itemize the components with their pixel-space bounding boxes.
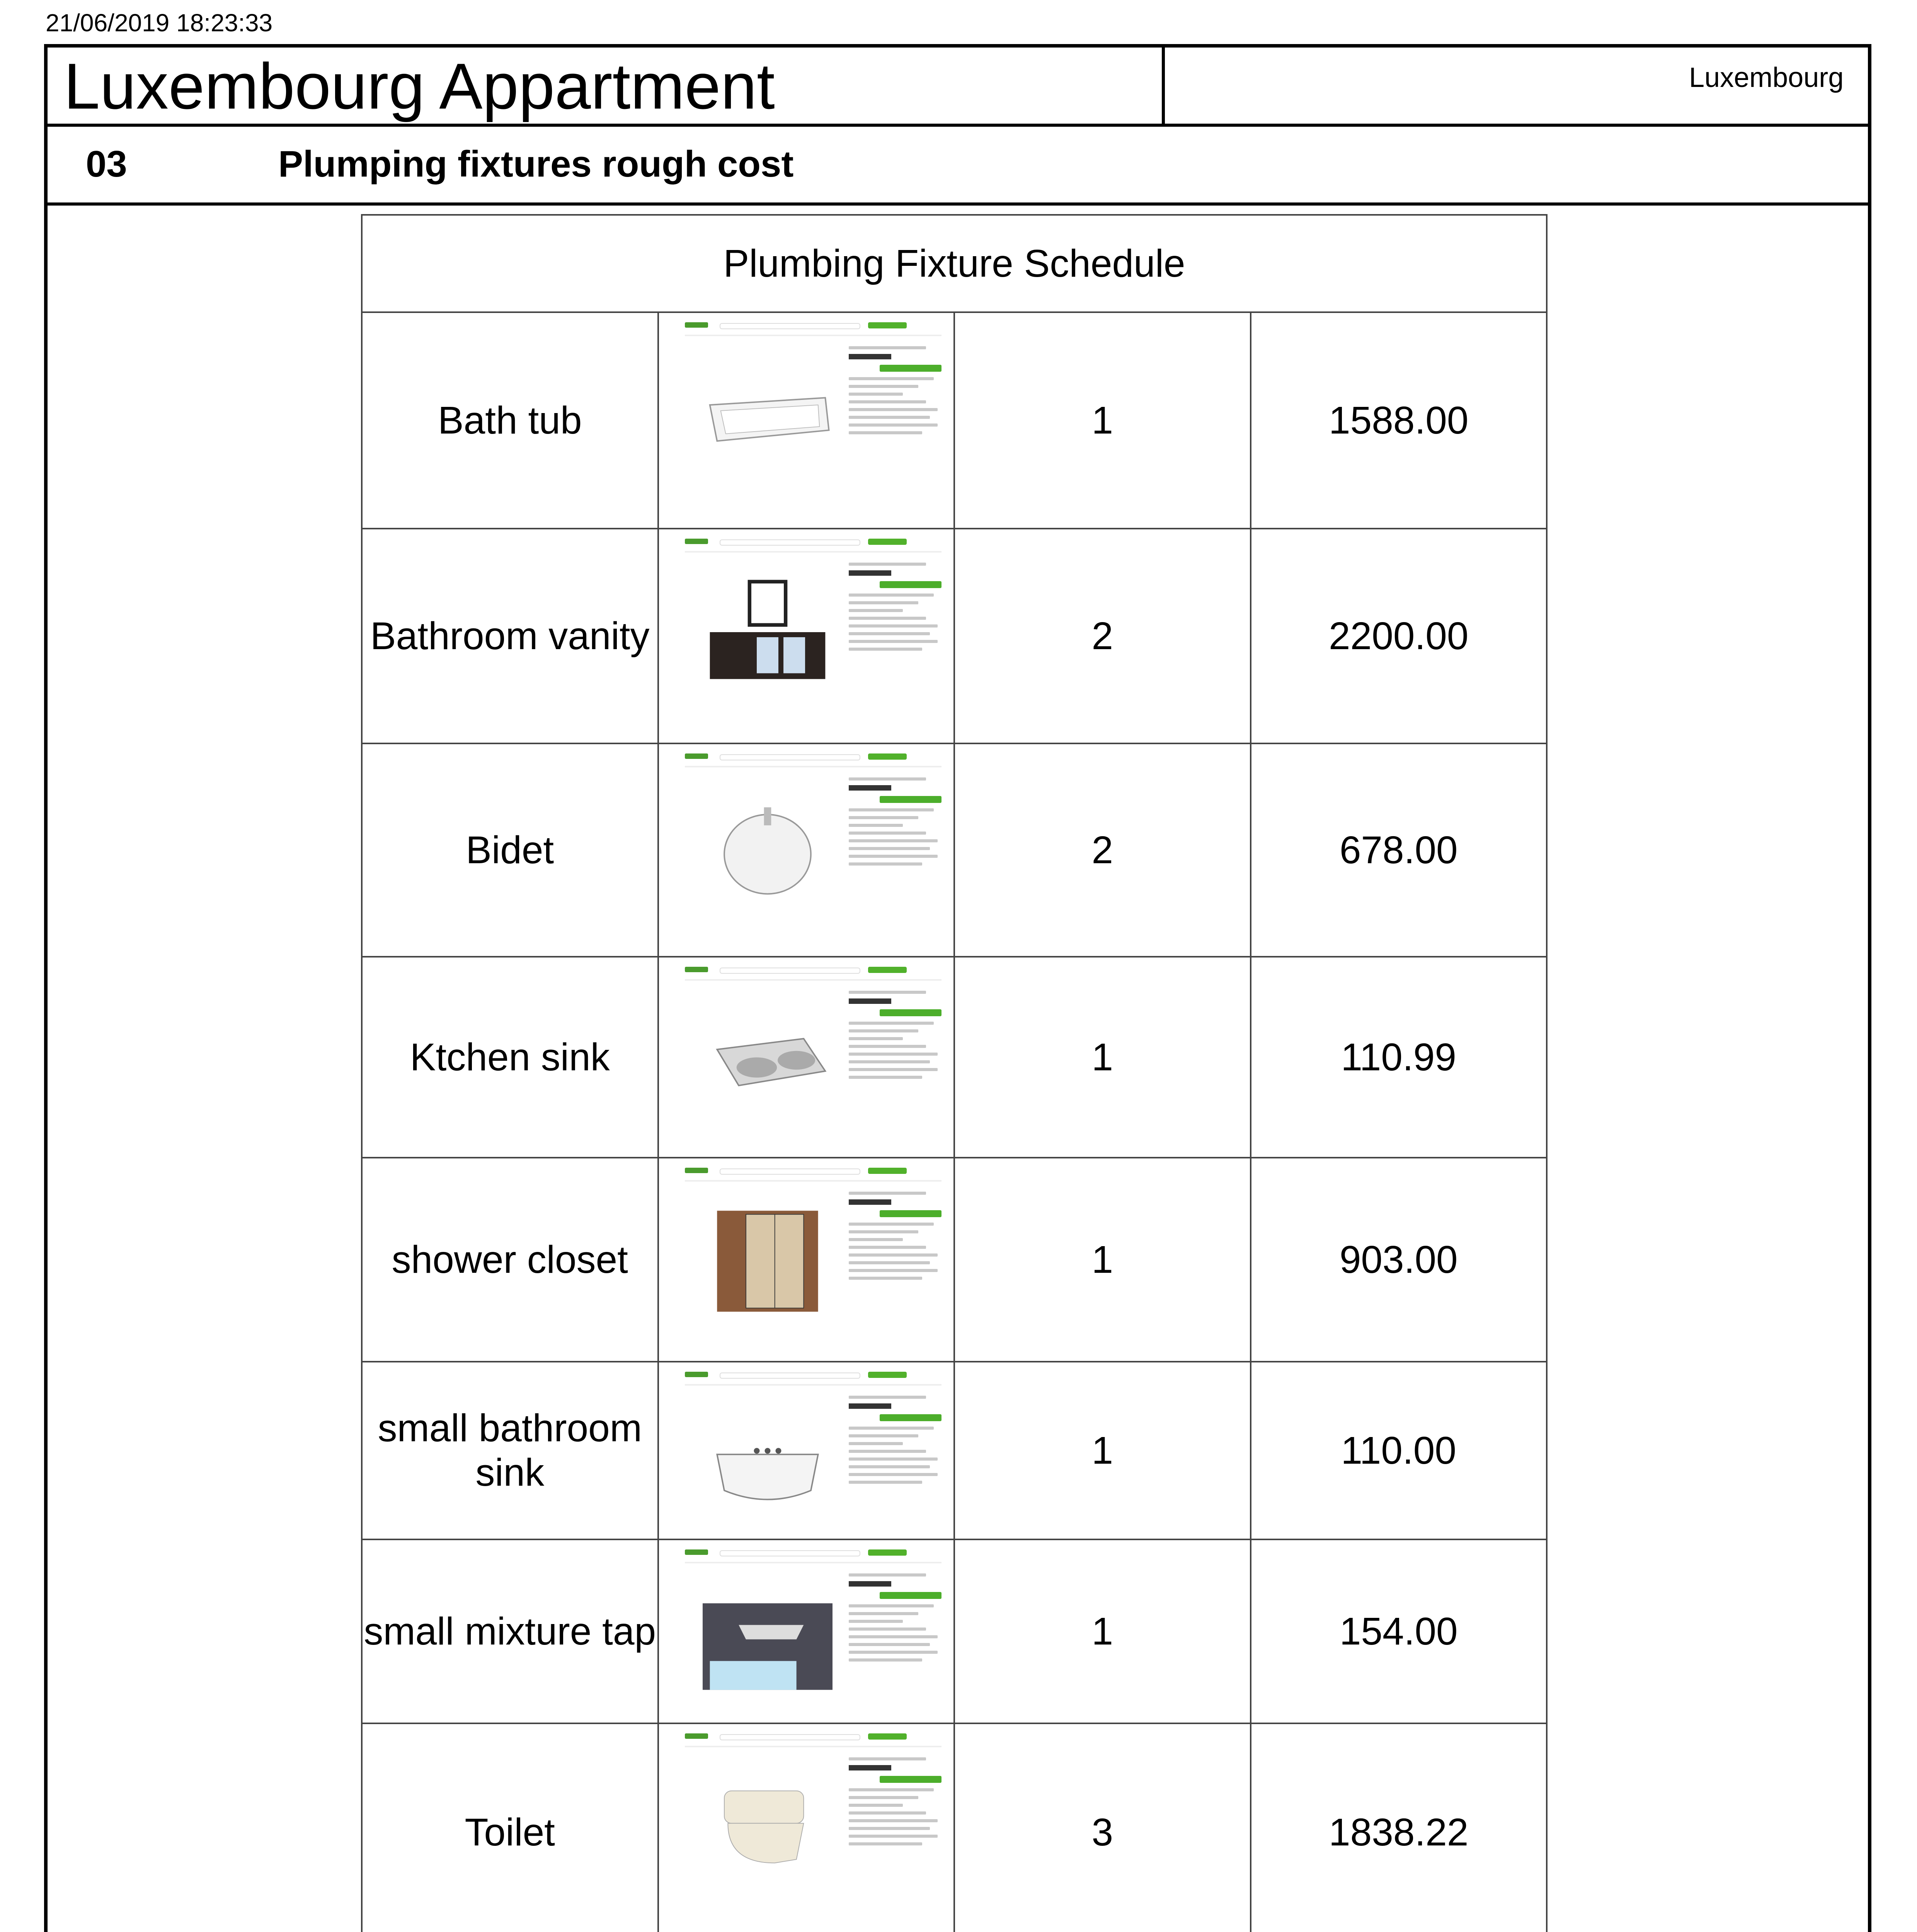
schedule-title: Plumbing Fixture Schedule (362, 215, 1547, 312)
product-image (694, 1773, 841, 1881)
fixture-quantity: 1 (954, 1158, 1251, 1362)
houzz-logo-icon (685, 322, 708, 328)
product-image (694, 1411, 841, 1519)
fixture-cost: 903.00 (1251, 1158, 1547, 1362)
schedule-row (362, 529, 1547, 743)
sheet-number: 03 (86, 143, 127, 185)
houzz-logo-icon (685, 753, 708, 759)
fixture-image-cell (658, 1158, 955, 1362)
product-image (694, 1207, 841, 1315)
fixture-cost: 154.00 (1251, 1539, 1547, 1723)
houzz-logo-icon (685, 1168, 708, 1173)
fixture-image-cell (658, 1362, 955, 1539)
fixture-name: Bidet (362, 743, 658, 957)
fixture-image-cell (658, 529, 955, 743)
subheader-divider (44, 202, 1871, 206)
fixture-name: shower closet (362, 1158, 658, 1362)
fixture-name: Bathroom vanity (362, 529, 658, 743)
fixture-image-cell (658, 1723, 955, 1932)
fixture-quantity: 3 (954, 1723, 1251, 1932)
schedule-row (362, 743, 1547, 957)
fixture-image-cell (658, 957, 955, 1158)
houzz-logo-icon (685, 1733, 708, 1739)
product-image (694, 578, 841, 686)
fixture-name: Toilet (362, 1723, 658, 1932)
schedule-row (362, 1362, 1547, 1539)
fixture-quantity: 1 (954, 1539, 1251, 1723)
title-block-divider (1162, 44, 1165, 125)
schedule-row (362, 312, 1547, 529)
houzz-logo-icon (685, 1549, 708, 1555)
product-image (694, 362, 841, 470)
product-screenshot (663, 532, 949, 740)
fixture-cost: 110.00 (1251, 1362, 1547, 1539)
fixture-name: small bathroom sink (362, 1362, 658, 1539)
product-image (694, 1589, 841, 1697)
fixture-quantity: 2 (954, 743, 1251, 957)
product-screenshot (663, 747, 949, 954)
fixture-quantity: 1 (954, 312, 1251, 529)
fixture-quantity: 1 (954, 1362, 1251, 1539)
schedule-row (362, 1723, 1547, 1932)
houzz-logo-icon (685, 1372, 708, 1377)
plumbing-fixture-schedule (361, 214, 1548, 1932)
fixture-cost: 1588.00 (1251, 312, 1547, 529)
houzz-logo-icon (685, 539, 708, 544)
fixture-quantity: 2 (954, 529, 1251, 743)
fixture-cost: 2200.00 (1251, 529, 1547, 743)
schedule-row (362, 957, 1547, 1158)
fixture-cost: 110.99 (1251, 957, 1547, 1158)
print-timestamp: 21/06/2019 18:23:33 (46, 9, 273, 37)
schedule-row (362, 1158, 1547, 1362)
product-screenshot (663, 960, 949, 1155)
fixture-image-cell (658, 1539, 955, 1723)
fixture-name: Ktchen sink (362, 957, 658, 1158)
fixture-cost: 678.00 (1251, 743, 1547, 957)
sheet-title: Plumping fixtures rough cost (278, 143, 794, 185)
product-screenshot (663, 1726, 949, 1932)
product-image (694, 793, 841, 901)
fixture-image-cell (658, 312, 955, 529)
fixture-name: small mixture tap (362, 1539, 658, 1723)
product-screenshot (663, 1161, 949, 1359)
product-image (694, 1006, 841, 1114)
product-screenshot (663, 315, 949, 526)
fixture-cost: 1838.22 (1251, 1723, 1547, 1932)
product-screenshot (663, 1543, 949, 1720)
houzz-logo-icon (685, 967, 708, 972)
fixture-name: Bath tub (362, 312, 658, 529)
project-location: Luxembourg (1689, 62, 1844, 93)
fixture-quantity: 1 (954, 957, 1251, 1158)
project-title: Luxembourg Appartment (64, 50, 775, 122)
fixture-image-cell (658, 743, 955, 957)
product-screenshot (663, 1365, 949, 1536)
schedule-row (362, 1539, 1547, 1723)
